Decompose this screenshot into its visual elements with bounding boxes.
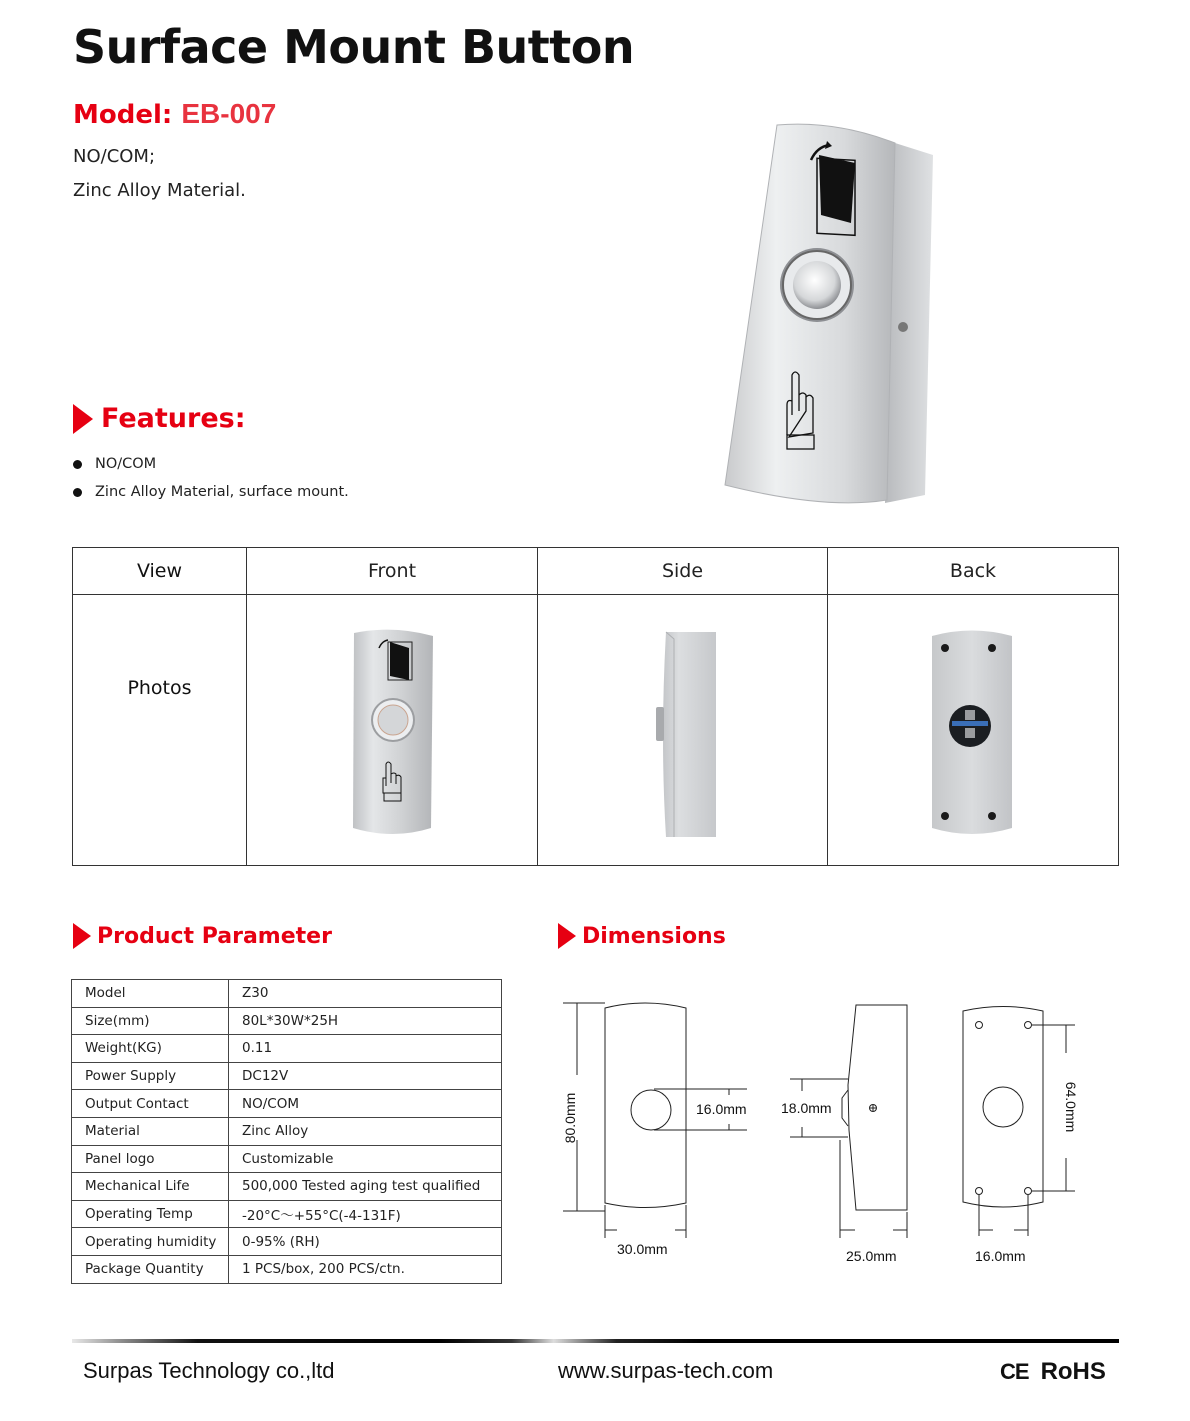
ce-mark-icon: CE: [1000, 1359, 1029, 1384]
photos-row-label: Photos: [73, 595, 247, 866]
parameter-row: [72, 980, 502, 1008]
page-title: Surface Mount Button: [73, 20, 635, 74]
dimensions-heading: Dimensions: [558, 923, 726, 949]
product-hero-image: [715, 115, 945, 505]
mount-hole: [941, 812, 949, 820]
model-line: [73, 98, 276, 130]
mount-hole: [988, 812, 996, 820]
parameter-row: [72, 1062, 502, 1090]
parameter-key: Package Quantity: [72, 1255, 229, 1283]
front-height-label: 80.0mm: [562, 1092, 578, 1144]
mount-hole: [941, 644, 949, 652]
company-name: Surpas Technology co.,ltd: [83, 1358, 335, 1383]
mount-hole: [1025, 1022, 1032, 1029]
back-photo: [930, 628, 1015, 838]
parameter-key: Output Contact: [72, 1090, 229, 1118]
feature-item: NO/COM: [73, 450, 349, 478]
parameter-key: Operating humidity: [72, 1228, 229, 1256]
model-label: Model:: [73, 100, 173, 130]
views-header-view: View: [73, 548, 247, 595]
parameter-value: DC12V: [229, 1062, 502, 1090]
back-hole-vertical-label: 64.0mm: [1063, 1081, 1079, 1133]
triangle-bullet-icon: [73, 404, 93, 434]
dimensions-drawing: [555, 990, 1095, 1270]
front-dimension-view: [563, 1003, 747, 1238]
parameter-value: -20°C～+55°C(-4-131F): [229, 1200, 502, 1228]
bullet-icon: [73, 460, 82, 469]
parameter-row: [72, 1255, 502, 1283]
side-dimension-view: [790, 1005, 907, 1238]
parameter-table: [71, 979, 502, 1284]
certifications: [1000, 1358, 1106, 1386]
mount-hole: [1025, 1188, 1032, 1195]
rohs-mark: RoHS: [1040, 1358, 1106, 1385]
front-photo: [351, 628, 436, 838]
side-button-height-label: 18.0mm: [781, 1100, 832, 1116]
parameter-key: Operating Temp: [72, 1200, 229, 1228]
button-diameter-label: 16.0mm: [696, 1101, 747, 1117]
mount-hole: [988, 644, 996, 652]
parameter-value: Z30: [229, 980, 502, 1008]
triangle-bullet-icon: [558, 923, 576, 949]
parameter-value: Customizable: [229, 1145, 502, 1173]
front-width-label: 30.0mm: [617, 1241, 668, 1257]
parameter-row: [72, 1090, 502, 1118]
triangle-bullet-icon: [73, 923, 91, 949]
footer-divider: [72, 1339, 1119, 1343]
parameter-value: 0-95% (RH): [229, 1228, 502, 1256]
parameter-key: Panel logo: [72, 1145, 229, 1173]
views-header-front: Front: [247, 548, 538, 595]
parameter-row: [72, 1200, 502, 1228]
mount-hole: [976, 1022, 983, 1029]
parameter-key: Model: [72, 980, 229, 1008]
parameter-row: [72, 1228, 502, 1256]
product-parameter-heading: Product Parameter: [73, 923, 332, 949]
description-line: NO/COM;: [73, 146, 156, 167]
parameter-row: [72, 1007, 502, 1035]
views-header-back: Back: [828, 548, 1119, 595]
website-link[interactable]: www.surpas-tech.com: [558, 1358, 774, 1383]
back-photo-cell: [828, 595, 1119, 866]
parameter-row: [72, 1117, 502, 1145]
back-dimension-view: [963, 1007, 1075, 1237]
model-value: EB-007: [181, 98, 277, 129]
parameter-value: 0.11: [229, 1035, 502, 1063]
button-profile: [656, 707, 664, 741]
parameter-row: [72, 1035, 502, 1063]
parameter-value: 1 PCS/box, 200 PCS/ctn.: [229, 1255, 502, 1283]
parameter-value: Zinc Alloy: [229, 1117, 502, 1145]
side-depth-label: 25.0mm: [846, 1248, 897, 1264]
side-photo: [656, 629, 716, 839]
bullet-icon: [73, 488, 82, 497]
views-table: [72, 547, 1119, 866]
parameter-row: [72, 1173, 502, 1201]
feature-item: Zinc Alloy Material, surface mount.: [73, 478, 349, 506]
parameter-key: Mechanical Life: [72, 1173, 229, 1201]
parameter-key: Power Supply: [72, 1062, 229, 1090]
parameter-value: 500,000 Tested aging test qualified: [229, 1173, 502, 1201]
parameter-value: 80L*30W*25H: [229, 1007, 502, 1035]
front-photo-cell: [247, 595, 538, 866]
parameter-value: NO/COM: [229, 1090, 502, 1118]
parameter-key: Size(mm): [72, 1007, 229, 1035]
side-photo-cell: [538, 595, 828, 866]
parameter-key: Weight(KG): [72, 1035, 229, 1063]
parameter-row: [72, 1145, 502, 1173]
back-hole-horizontal-label: 16.0mm: [975, 1248, 1026, 1264]
description-line: Zinc Alloy Material.: [73, 180, 246, 201]
parameter-key: Material: [72, 1117, 229, 1145]
mount-hole: [976, 1188, 983, 1195]
features-heading: Features:: [73, 403, 246, 434]
views-header-side: Side: [538, 548, 828, 595]
push-button-icon: [780, 248, 854, 322]
features-list: [73, 450, 349, 506]
